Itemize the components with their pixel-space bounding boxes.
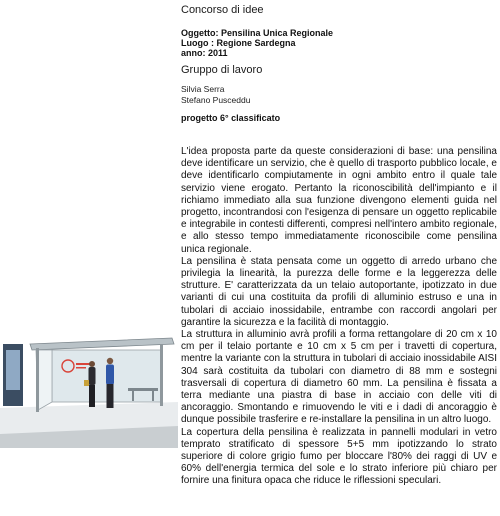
person-legs: [89, 385, 95, 407]
bench-leg: [152, 391, 154, 401]
person-head: [107, 358, 113, 364]
map-panel: [6, 350, 20, 390]
bench-leg: [132, 391, 134, 401]
person-head: [89, 361, 95, 367]
person-body: [106, 365, 114, 385]
bench: [128, 388, 158, 391]
shelter-roof: [30, 338, 174, 350]
shelter-post: [160, 344, 163, 406]
competition-title: Concorso di idee: [181, 4, 264, 16]
paragraph: La copertura della pensilina è realizzata in pannelli modulari in vetro temprato stratificato di spessore 5+5 mm ipotizzando lo strato superiore di colore grigio fumo per bloccare l'80% dei raggi di UV e 60% dell'energia termica del sole e lo strato inferiore più chiaro per fornire una finitura opaca che riduce le riflessioni speculari.: [181, 426, 497, 487]
team-title: Gruppo di lavoro: [181, 64, 263, 76]
logo-band: [76, 363, 90, 365]
shelter-post: [36, 348, 39, 412]
object-line: Oggetto: Pensilina Unica Regionale: [181, 28, 334, 38]
logo-band: [76, 367, 86, 369]
paragraph: La pensilina è stata pensata come un oggetto di arredo urbano che privilegia la linearità, la purezza delle forme e la leggerezza delle strutture. E' caratterizzata da un telaio autoportante, ipotizzato in due varianti di cui una costituita da profili di alluminio estruso e una in tubolari di acciaio inossidabile, entrambe con raccordi angolari per garantire la sicurezza e la facilità di montaggio.: [181, 255, 497, 328]
place-line: Luogo : Regione Sardegna: [181, 38, 296, 48]
person-body: [89, 367, 96, 385]
person-legs: [107, 384, 114, 408]
project-description: [181, 146, 497, 488]
bus-shelter-render: [0, 330, 178, 448]
team-member: Stefano Pusceddu: [181, 95, 251, 105]
year-line: anno: 2011: [181, 48, 228, 58]
person-bag: [84, 380, 89, 386]
paragraph: La struttura in alluminio avrà profili a forma rettangolare di 20 cm x 10 cm per il telaio portante e 10 cm x 5 cm per i travetti di copertura, mentre la variante con la struttura in tubolari di acciaio inossidabile AISI 304 sarà costituita da tubolari con diametro di 88 mm e sostegni trasversali di copertura di diametro 60 mm. La pensilina è fissata a terra mediante una piastra di base in acciaio con delle viti di ancoraggio. Smontando e rimuovendo le viti e i dadi di ancoraggio è dunque possibile trasferire e re-installare la pensilina in un altro luogo.: [181, 329, 497, 426]
team-member: Silvia Serra: [181, 84, 225, 94]
paragraph: L'idea proposta parte da queste considerazioni di base: una pensilina deve identificare un servizio, che è quello di trasporto pubblico locale, e deve identificarlo compiutamente in ogni ambito entro il quale tale servizio viene erogato. Pertanto la riconoscibilità dell'impianto e il richiamo immediato alla sua funzione divengono elementi guida nel progetto, incontrandosi con l'esigenza di pensare un oggetto replicabile e integrabile in contesti differenti, compresi nell'intero ambito regionale, e allo stesso tempo immediatamente riconoscibile come pensilina unica regionale.: [181, 146, 497, 255]
ranking-label: progetto 6° classificato: [181, 113, 281, 123]
